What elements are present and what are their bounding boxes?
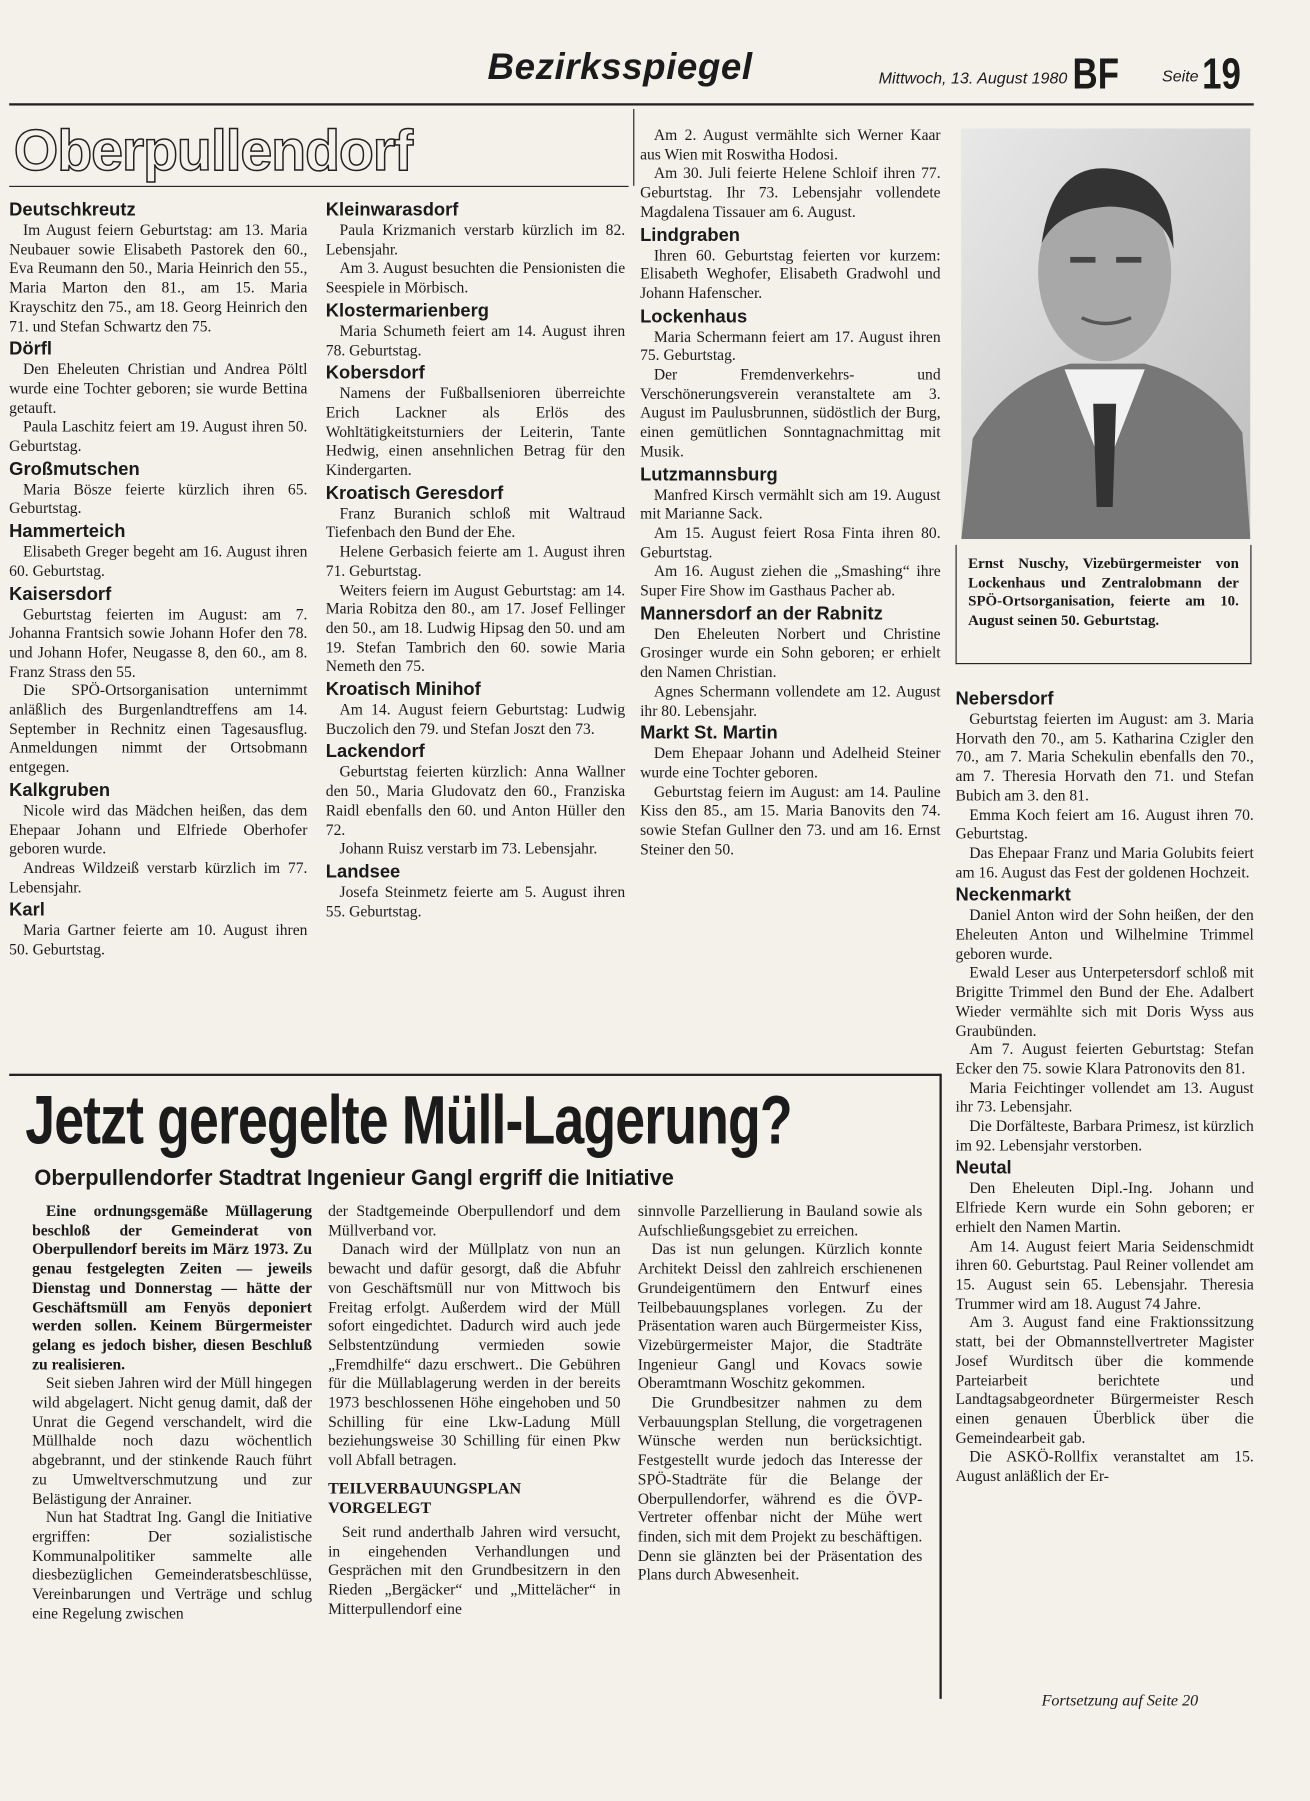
article-lead: Eine ordnungsgemäße Müllagerung beschloß der Gemeinderat von Oberpullendorf bereits im März 1973. Zu genau festgelegten Zeiten — jeweils Dienstag und Donnerstag — hätte der Geschäftsmüll am Fenyös deponiert werden sollen. Keinem Bürgermeister gelang es jedoch bisher, diesen Beschluß zu realisieren. [32,1202,313,1373]
article-paragraph: Seit rund anderthalb Jahren wird versucht, in eingehenden Verhandlungen und Gesprächen mit den Grundbesitzern in den Rieden „Bergäcker“ und „Mittelächer“ in Mitterpullendorf eine [328,1523,621,1618]
news-item: Im August feiern Geburtstag: am 13. Maria Neubauer sowie Elisabeth Pastorek den 60., Eva Reumann den 50., Maria Heinrich den 55., Maria Marton den 81., am 15. Maria Krayschitz den 75., am 18. Georg Heinrich den 71. und Stefan Schwartz den 75. [9,221,308,335]
article-paragraph: sinnvolle Parzellierung in Bauland sowie als Aufschließungsgebiet zu erreichen. [637,1202,923,1239]
place-heading: Landsee [325,862,401,883]
place-heading: Kobersdorf [325,363,425,384]
article-side-rule [939,1074,941,1699]
place-heading: Dörfl [9,339,52,360]
place-heading: Markt St. Martin [640,724,778,744]
news-item: Franz Buranich schloß mit Waltraud Tiefenbach den Bund der Ehe. [325,504,626,541]
news-item: Den Eheleuten Christian und Andrea Pöltl wurde eine Tochter geboren; sie wurde Bettina getauft. [9,360,308,416]
place-heading: Lockenhaus [640,306,748,327]
place-heading: Kroatisch Minihof [325,680,481,700]
section-title: Oberpullendorf [13,118,412,183]
news-item: Andreas Wildzeiß verstarb kürzlich im 77. Lebensjahr. [9,859,308,896]
news-item: Namens der Fußballsenioren überreichte Erich Lackner als Erlös des Wohltätigkeitsturniers der Leiterin, Tante Hedwig, einen ansehnlichen Betrag für den Kindergarten. [325,384,626,479]
place-heading: Lutzmannsburg [640,465,778,485]
news-item: Maria Feichtinger vollendet am 13. August ihr 73. Lebensjahr. [955,1079,1254,1116]
article-section-heading: TEILVERBAUUNGSPLAN VORGELEGT [328,1480,522,1518]
news-item: Die ASKÖ-Rollfix veranstaltet am 15. August anläßlich der Er- [955,1447,1254,1485]
column-divider [633,109,634,186]
news-item: Ewald Leser aus Unterpetersdorf schloß mit Brigitte Trimmel den Bund der Ehe. Adalbert Wieder vermählte sich mit Doris Wyss aus Graubünden. [955,964,1254,1039]
article-rule [9,1074,940,1076]
place-heading: Klostermarienberg [325,301,489,321]
news-item: Josefa Steinmetz feierte am 5. August ihren 55. Geburtstag. [325,883,626,920]
news-item: Maria Bösze feierte kürzlich ihren 65. Geburtstag. [9,480,308,517]
news-item: Daniel Anton wird der Sohn heißen, der den Eheleuten Anton und Wilhelmine Trimmel geboren wurde. [955,906,1254,963]
news-item: Am 3. August besuchten die Pensionisten die Seespiele in Mörbisch. [325,259,626,297]
news-item: Maria Gartner feierte am 10. August ihren 50. Geburtstag. [9,921,308,958]
news-item: Ihren 60. Geburtstag feierten vor kurzem: Elisabeth Weghofer, Elisabeth Gradwohl und Johann Hafenscher. [640,246,941,302]
article-column-2 [328,1202,621,1619]
article-paragraph: Das ist nun gelungen. Kürzlich konnte Architekt Deissl den zahlreich erschienenen Grundeigentümern den Entwurf eines Teilbebauungsplanes vorlegen. Zu der Präsentation waren auch Bürgermeister Kiss, Vizebürgermeister Major, die Stadträte Ingenieur Gangl und Kovacs sowie Oberamtmann Woschitz gekommen. [637,1240,923,1392]
news-item: Die SPÖ-Ortsorganisation unternimmt anläßlich des Burgenlandtreffens am 14. September in Rechnitz einen Tagesausflug. Anmeldungen nimmt der Ortsobmann entgegen. [9,681,308,776]
news-item: Am 14. August feiert Maria Seidenschmidt ihren 60. Geburtstag. Paul Reiner vollendet am 15. August sein 65. Lebensjahr. Theresia Trummer wird am 18. August 74 Jahre. [955,1237,1254,1312]
place-heading: Neutal [955,1159,1012,1179]
article-paragraph: Nun hat Stadtrat Ing. Gangl die Initiative ergriffen: Der sozialistische Kommunalpolitiker sammelte alle diesbezüglichen Gemeinderatsbeschlüsse, Vereinbarungen und Verträge und schlug eine Regelung zwischen [32,1508,313,1622]
article-column-3 [638,1202,922,1585]
news-item: Helene Gerbasich feierte am 1. August ihren 71. Geburtstag. [325,542,626,580]
news-item: Am 16. August ziehen die „Smashing“ ihre Super Fire Show im Gasthaus Pacher ab. [640,562,941,599]
article-paragraph: Die Grundbesitzer nahmen zu dem Verbauungsplan Stellung, die vorgetragenen Wünsche werden nun berücksichtigt. Festgestellt wurde jedoch das Interesse der SPÖ-Stadträte für die Belange der Oberpullendorfer, während es die ÖVP-Vertreter offenbar nicht der Mühe wert finden, sich mit dem Projekt zu beschäftigen. Denn sie glänzten bei der Präsentation des Plans durch Abwesenheit. [637,1393,923,1584]
news-item: Paula Krizmanich verstarb kürzlich im 82. Lebensjahr. [325,221,626,258]
place-heading: Kaisersdorf [9,584,112,605]
page-label: Seite [1162,66,1199,85]
article-paragraph: der Stadtgemeinde Oberpullendorf und dem Müllverband vor. [328,1202,621,1239]
article-subheadline: Oberpullendorfer Stadtrat Ingenieur Gangl ergriff die Initiative [34,1166,674,1191]
news-item: Der Fremdenverkehrs- und Verschönerungsverein veranstaltete am 3. August im Paulusbrunnen, südöstlich der Burg, einen gemütlichen Sonntagnachmittag mit Musik. [640,365,941,460]
place-heading: Kalkgruben [9,781,111,801]
section-rule [9,186,628,187]
news-item: Maria Schumeth feiert am 14. August ihren 78. Geburtstag. [325,322,626,359]
news-item: Am 15. August feiert Rosa Finta ihren 80. Geburtstag. [640,524,941,561]
continued-notice: Fortsetzung auf Seite 20 [1041,1693,1199,1711]
news-column-4 [956,686,1254,1486]
issue-date: Mittwoch, 13. August 1980 [878,68,1068,88]
news-item: Dem Ehepaar Johann und Adelheid Steiner wurde eine Tochter geboren. [640,744,941,782]
place-heading: Karl [9,900,45,921]
news-item: Paula Laschitz feiert am 19. August ihren 50. Geburtstag. [9,417,308,455]
news-column-3 [640,126,941,860]
news-item: Am 3. August fand eine Fraktionssitzung statt, bei der Obmannstellvertreter Magister Josef Wurditsch über die kommende Parteiarbeit berichtete und Landtagsabgeordneter Bürgermeister Resch einen genauen Überblick über die Gemeindearbeit gab. [955,1313,1254,1447]
article-paragraph: Danach wird der Müllplatz von nun an bewacht und dafür gesorgt, daß die Abfuhr von Geschäftsmüll nur von Mittwoch bis Freitag erfolgt. Außerdem wird der Müll sofort eingedichtet. Dadurch wird auch jede Selbstentzündung vermieden sowie „Fremdhilfe“ dazu erschwert.. Die Gebühren für die Müllablagerung werden in der bereits 1973 beschlossenen Höhe eingehoben und 50 Schilling für eine Lkw-Ladung Müll beziehungsweise 30 Schilling für einen Pkw voll Abfall betragen. [328,1240,621,1469]
masthead-title: Bezirksspiegel [487,45,753,88]
place-heading: Deutschkreutz [9,200,136,221]
place-heading: Nebersdorf [955,689,1054,709]
news-item: Am 14. August feiern Geburtstag: Ludwig Buczolich den 79. und Stefan Joszt den 73. [325,700,626,738]
news-item: Emma Koch feiert am 16. August ihren 70. Geburtstag. [955,805,1254,843]
news-item: Nicole wird das Mädchen heißen, das dem Ehepaar Johann und Elfriede Oberhofer geboren wurde. [9,801,308,858]
news-item: Am 30. Juli feierte Helene Schloif ihren 77. Geburtstag. Ihr 73. Lebensjahr vollendete Magdalena Tissauer am 6. August. [640,164,941,221]
news-item: Manfred Kirsch vermählt sich am 19. August mit Marianne Sack. [640,485,941,523]
article-headline: Jetzt geregelte Müll-Lagerung? [25,1081,792,1159]
place-heading: Lindgraben [640,225,741,245]
news-item: Die Dorfälteste, Barbara Primesz, ist kürzlich im 92. Lebensjahr verstorben. [955,1117,1254,1154]
news-item: Den Eheleuten Norbert und Christine Grosinger wurde ein Sohn geboren; er erhielt den Namen Christian. [640,624,941,681]
news-item: Den Eheleuten Dipl.-Ing. Johann und Elfriede Kern wurde ein Sohn geboren; er erhielt den Namen Martin. [955,1179,1254,1236]
place-heading: Lackendorf [325,742,425,763]
news-item: Geburtstag feierten im August: am 7. Johanna Frantsich sowie Johann Hofer den 78. und Johann Hofer, Neugasse 8, den 60., am 8. Franz Strass den 55. [9,605,308,680]
news-item: Am 2. August vermählte sich Werner Kaar aus Wien mit Roswitha Hodosi. [640,126,941,163]
masthead-rule [9,103,1254,105]
news-item: Geburtstag feierten im August: am 3. Maria Horvath den 70., am 5. Katharina Czigler den 70., am 7. Maria Schekulin ebenfalls den 70., am 7. Theresia Horvath den 71. und Stefan Bubich am 3. den 81. [955,710,1254,804]
news-item: Maria Schermann feiert am 17. August ihren 75. Geburtstag. [640,327,941,365]
place-heading: Hammerteich [9,522,126,542]
news-item: Geburtstag feierten kürzlich: Anna Wallner den 50., Maria Gludovatz den 60., Franziska Raidl ebenfalls den 60. und Anton Hüller den 72. [325,763,626,839]
place-heading: Neckenmarkt [955,885,1071,906]
photo-caption: Ernst Nuschy, Vizebürgermeister von Lockenhaus und Zentralobmann der SPÖ-Ortsorganisation, feierte am 10. August seinen 50. Geburtstag. [956,545,1252,664]
portrait-photo [961,128,1250,539]
news-item: Elisabeth Greger begeht am 16. August ihren 60. Geburtstag. [9,542,308,580]
place-heading: Kroatisch Geresdorf [325,483,504,504]
news-item: Das Ehepaar Franz und Maria Golubits feiert am 16. August das Fest der goldenen Hochzeit. [955,844,1254,881]
place-heading: Großmutschen [9,459,140,480]
place-heading: Mannersdorf an der Rabnitz [640,604,883,624]
news-item: Weiters feiern im August Geburtstag: am 14. Maria Robitza den 80., am 17. Josef Fellinger den 50., am 18. Ludwig Hipsag den 50. und am 19. Stefan Tambrich den 60. sowie Maria Nemeth den 75. [325,581,626,675]
place-heading: Kleinwarasdorf [325,200,459,221]
news-column-2 [326,197,625,921]
news-column-1 [9,197,307,960]
page-number: 19 [1202,50,1241,99]
news-item: Geburtstag feiern im August: am 14. Pauline Kiss den 85., am 15. Maria Banovits den 74. sowie Stefan Gullner den 73. und am 16. Ernst Steiner den 50. [640,783,941,858]
article-paragraph: Seit sieben Jahren wird der Müll hingegen wild abgelagert. Nicht genug damit, daß der Unrat die Gegend verschandelt, wird die Müllhalde noch dazu wöchentlich abgebrannt, und der stinkende Rauch führt zu Umweltverschmutzung und zur Belästigung der Anrainer. [32,1374,313,1507]
article-column-1 [32,1202,312,1624]
news-item: Am 7. August feierten Geburtstag: Stefan Ecker den 75. sowie Klara Patronovits den 81. [955,1040,1254,1078]
news-item: Johann Ruisz verstarb im 73. Lebensjahr. [339,839,598,858]
news-item: Agnes Schermann vollendete am 12. August ihr 80. Lebensjahr. [640,682,941,719]
newspaper-logo: BF [1072,50,1120,99]
